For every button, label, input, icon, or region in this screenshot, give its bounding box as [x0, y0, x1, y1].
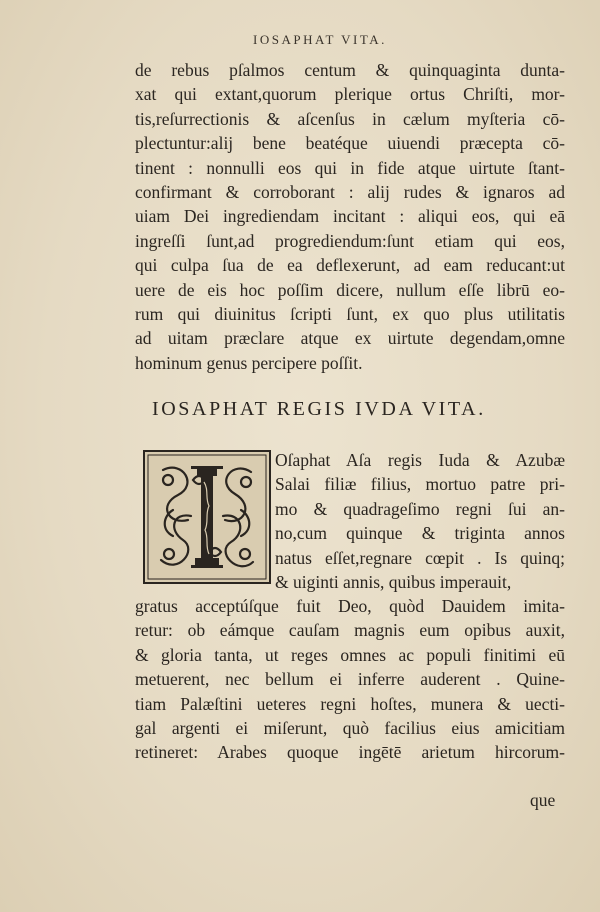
opening-paragraph-indented: [275, 448, 565, 594]
text-line: uere de eis hoc poſſim dicere, nullum eſſe librū eo-: [135, 279, 565, 300]
text-line: tiam Palæſtini ueteres regni hoſtes, munera & uecti-: [135, 693, 565, 714]
text-line: xat qui extant,quorum plerique ortus Chriſti, mor-: [135, 84, 565, 105]
text-line: Oſaphat Aſa regis Iuda & Azubæ: [275, 450, 565, 470]
section-heading: IOSAPHAT REGIS IVDA VITA.: [152, 398, 486, 420]
text-line: de rebus pſalmos centum & quinquaginta dunta-: [135, 60, 565, 80]
preceding-text-block: [135, 58, 565, 375]
text-line: confirmant & corroborant : alij rudes & ignaros ad: [135, 182, 565, 203]
text-line: tis,reſurrectionis & aſcenſus in cælum myſteria cō-: [135, 108, 565, 129]
text-line: tinent : nonnulli eos qui in fide atque uirtute ſtant-: [135, 157, 565, 178]
text-line: gratus acceptúſque fuit Deo, quòd Dauidem imita-: [135, 596, 565, 616]
text-line: Salai filiæ filius, mortuo patre pri-: [275, 474, 565, 495]
running-head: IOSAPHAT VITA.: [253, 32, 387, 47]
text-line: no,cum quinque & triginta annos: [275, 523, 565, 544]
text-line: uiam Dei ingrediendam incitant : aliqui eos, qui eā: [135, 206, 565, 227]
opening-paragraph-continued: [135, 594, 565, 765]
text-line: ingreſſi ſunt,ad progrediendum:ſunt etiam qui eos,: [135, 230, 565, 251]
text-line: rum qui diuinitus ſcripti ſunt, ex quo plus utilitatis: [135, 304, 565, 325]
text-line: retur: ob eámque cauſam magnis eum opibus auxit,: [135, 620, 565, 641]
ornate-floral-initial-I-icon: [143, 450, 271, 584]
text-line: mo & quadrageſimo regni ſui an-: [275, 498, 565, 519]
text-line: qui culpa ſua de ea deflexerunt, ad eam reducant:ut: [135, 255, 565, 276]
text-line: ad uitam præclare atque ex uirtute degendam,omne: [135, 328, 565, 349]
text-line: & gloria tanta, ut reges omnes ac populi finitimi eū: [135, 644, 565, 665]
text-line: plectuntur:alij bene beatéque uiuendi præcepta cō-: [135, 133, 565, 154]
text-line: retineret: Arabes quoque ingētē arietum hircorum-: [135, 742, 565, 763]
text-line: & uiginti annis, quibus imperauit,: [275, 572, 512, 593]
text-line: metuerent, nec bellum ei inferre auderent . Quine-: [135, 669, 565, 690]
catchword: que: [530, 790, 556, 810]
text-line: hominum genus percipere poſſit.: [135, 352, 363, 373]
text-line: natus eſſet,regnare cœpit . Is quinq;: [275, 547, 565, 568]
text-line: gal argenti ei miſerunt, quò facilius eius amicitiam: [135, 718, 565, 739]
